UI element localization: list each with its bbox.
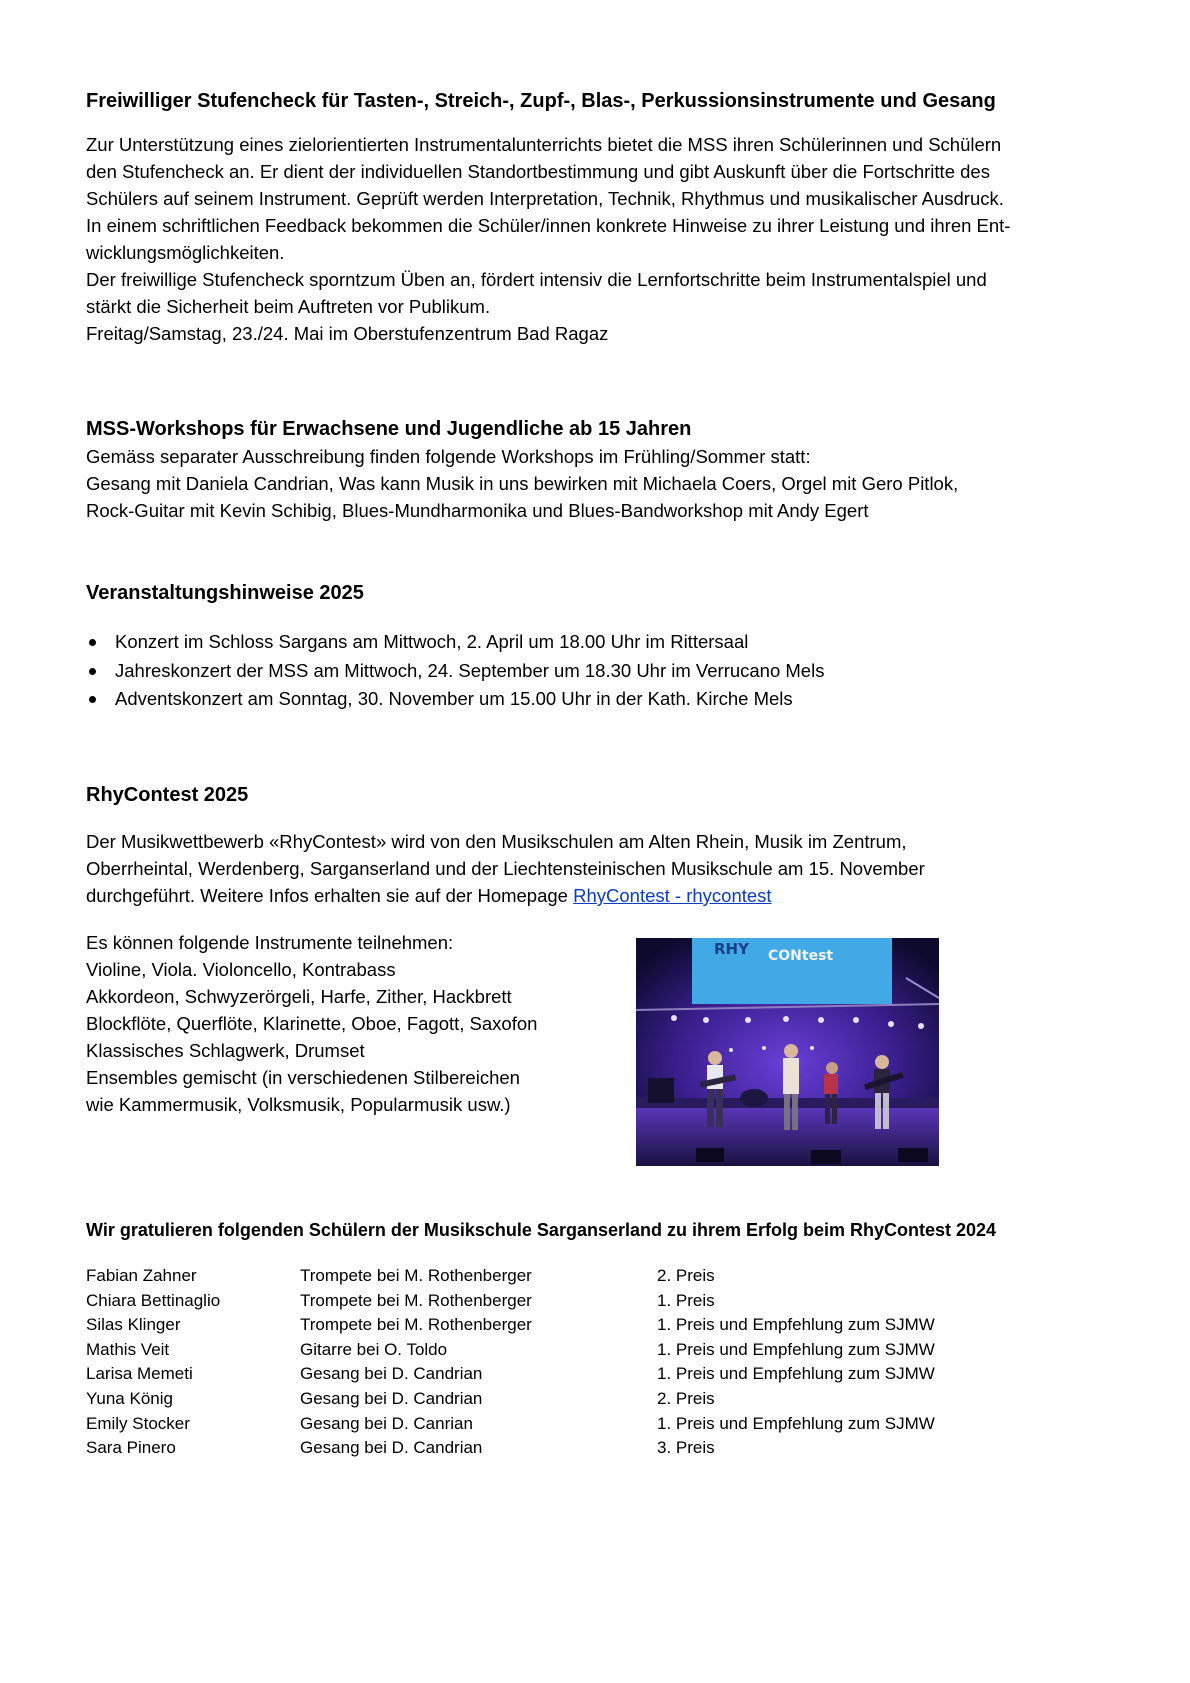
winners-section — [86, 1218, 1106, 1461]
winners-table — [86, 1264, 1057, 1461]
rhycontest-section — [86, 782, 1106, 1118]
instruments-line: Ensembles gemischt (in verschiedenen Stilbereichen — [86, 1067, 520, 1088]
event-item — [86, 657, 1106, 686]
rhycontest-intro-line — [86, 882, 1106, 909]
winner-name: Fabian Zahner — [86, 1266, 197, 1285]
instruments-line: Es können folgende Instrumente teilnehmen: — [86, 932, 454, 953]
stufencheck-section — [86, 88, 1106, 347]
winner-result: 3. Preis — [657, 1438, 715, 1458]
rhycontest-intro-text: durchgeführt. Weitere Infos erhalten sie auf der Homepage — [86, 885, 574, 906]
winner-result: 1. Preis und Empfehlung zum SJMW — [657, 1413, 935, 1433]
event-item — [86, 628, 1106, 657]
winner-name: Mathis Veit — [86, 1339, 170, 1359]
table-row — [86, 1412, 1057, 1437]
rhycontest-stage-photo — [636, 938, 939, 1166]
rhycontest-intro-line: Oberrheintal, Werdenberg, Sarganserland und der Liechtensteinischen Musikschule am 15. November — [86, 858, 925, 879]
winner-name: Emily Stocker — [86, 1413, 190, 1433]
rhycontest-homepage-link[interactable]: RhyContest - rhycontest — [573, 885, 772, 906]
workshops-text — [86, 443, 1106, 524]
table-row — [86, 1289, 1057, 1314]
instruments-line: Klassisches Schlagwerk, Drumset — [86, 1040, 365, 1061]
table-row — [86, 1436, 1057, 1461]
winner-instrument: Trompete bei M. Rothenberger — [300, 1290, 532, 1310]
stufencheck-text — [86, 131, 1106, 347]
winner-instrument: Gesang bei D. Canrian — [300, 1413, 473, 1433]
stufencheck-line: wicklungsmöglichkeiten. — [86, 242, 285, 263]
event-item — [86, 685, 1106, 714]
stufencheck-line: Freitag/Samstag, 23./24. Mai im Oberstufenzentrum Bad Ragaz — [86, 323, 609, 344]
rhycontest-intro-line: Der Musikwettbewerb «RhyContest» wird von den Musikschulen am Alten Rhein, Musik im Zentrum, — [86, 831, 907, 852]
workshops-section — [86, 416, 1106, 524]
winner-instrument: Trompete bei M. Rothenberger — [300, 1315, 532, 1335]
winners-title: Wir gratulieren folgenden Schülern der Musikschule Sarganserland zu ihrem Erfolg beim RhyContest 2024 — [86, 1220, 997, 1240]
bullet-icon — [89, 696, 96, 703]
stufencheck-line: den Stufencheck an. Er dient der individuellen Standortbestimmung und gibt Auskunft über die Fortschritte des — [86, 161, 990, 182]
screen-logo-text: CONtest — [768, 948, 834, 964]
winner-result: 2. Preis — [657, 1266, 715, 1285]
stufencheck-line: stärkt die Sicherheit beim Auftreten vor Publikum. — [86, 296, 491, 317]
stufencheck-line: Schülers auf seinem Instrument. Geprüft werden Interpretation, Technik, Rhythmus und musikalischer Ausdruck. — [86, 188, 1004, 209]
winner-instrument: Gesang bei D. Candrian — [300, 1438, 483, 1458]
table-row — [86, 1264, 1057, 1289]
instruments-line: Blockflöte, Querflöte, Klarinette, Oboe, Fagott, Saxofon — [86, 1013, 538, 1034]
bullet-icon — [89, 668, 96, 675]
instruments-line: wie Kammermusik, Volksmusik, Popularmusik usw.) — [86, 1094, 511, 1115]
winner-name: Larisa Memeti — [86, 1364, 193, 1384]
events-list — [86, 628, 1106, 714]
winner-name: Sara Pinero — [86, 1438, 176, 1458]
event-text: Jahreskonzert der MSS am Mittwoch, 24. September um 18.30 Uhr im Verrucano Mels — [115, 659, 825, 681]
workshops-line: Gesang mit Daniela Candrian, Was kann Musik in uns bewirken mit Michaela Coers, Orgel mit Gero Pitlok, — [86, 473, 959, 494]
winner-result: 1. Preis — [657, 1290, 715, 1310]
winner-instrument: Gitarre bei O. Toldo — [300, 1339, 448, 1359]
event-text: Adventskonzert am Sonntag, 30. November um 15.00 Uhr in der Kath. Kirche Mels — [115, 688, 793, 709]
event-text: Konzert im Schloss Sargans am Mittwoch, 2. April um 18.00 Uhr im Rittersaal — [115, 631, 749, 652]
stufencheck-line: Der freiwillige Stufencheck sporntzum Üben an, fördert intensiv die Lernfortschritte beim Instrumentalspiel und — [86, 269, 987, 290]
stage-photo-illustration — [636, 938, 939, 1166]
instruments-line: Violine, Viola. Violoncello, Kontrabass — [86, 959, 396, 980]
winner-name: Silas Klinger — [86, 1315, 181, 1335]
winner-result: 2. Preis — [657, 1388, 715, 1408]
stufencheck-line: Zur Unterstützung eines zielorientierten Instrumentalunterrichts bietet die MSS ihren Schülerinnen und Schülern — [86, 134, 1002, 155]
table-row — [86, 1387, 1057, 1412]
rhycontest-title: RhyContest 2025 — [86, 784, 249, 806]
events-section — [86, 580, 1106, 714]
instruments-line: Akkordeon, Schwyzerörgeli, Harfe, Zither, Hackbrett — [86, 986, 512, 1007]
workshops-line: Rock-Guitar mit Kevin Schibig, Blues-Mundharmonika und Blues-Bandworkshop mit Andy Egert — [86, 500, 869, 521]
winner-result: 1. Preis und Empfehlung zum SJMW — [657, 1339, 935, 1359]
screen-logo-text: RHY — [714, 940, 749, 958]
winner-instrument: Gesang bei D. Candrian — [300, 1388, 483, 1408]
stufencheck-title: Freiwilliger Stufencheck für Tasten-, Streich-, Zupf-, Blas-, Perkussionsinstrumente und Gesang — [86, 90, 996, 112]
bullet-icon — [89, 639, 96, 646]
winner-instrument: Gesang bei D. Candrian — [300, 1364, 483, 1384]
table-row — [86, 1362, 1057, 1387]
table-row — [86, 1313, 1057, 1338]
stufencheck-line: In einem schriftlichen Feedback bekommen die Schüler/innen konkrete Hinweise zu ihrer Leistung und ihren Ent- — [86, 215, 1011, 236]
rhycontest-intro — [86, 828, 1106, 909]
winner-instrument: Trompete bei M. Rothenberger — [300, 1266, 532, 1285]
table-row — [86, 1338, 1057, 1363]
workshops-line: Gemäss separater Ausschreibung finden folgende Workshops im Frühling/Sommer statt: — [86, 446, 811, 467]
winner-name: Chiara Bettinaglio — [86, 1290, 221, 1310]
winner-result: 1. Preis und Empfehlung zum SJMW — [657, 1364, 935, 1384]
events-title: Veranstaltungshinweise 2025 — [86, 582, 364, 604]
winner-name: Yuna König — [86, 1388, 173, 1408]
instruments-list — [86, 929, 626, 1118]
workshops-title: MSS-Workshops für Erwachsene und Jugendliche ab 15 Jahren — [86, 418, 692, 440]
winner-result: 1. Preis und Empfehlung zum SJMW — [657, 1315, 935, 1335]
